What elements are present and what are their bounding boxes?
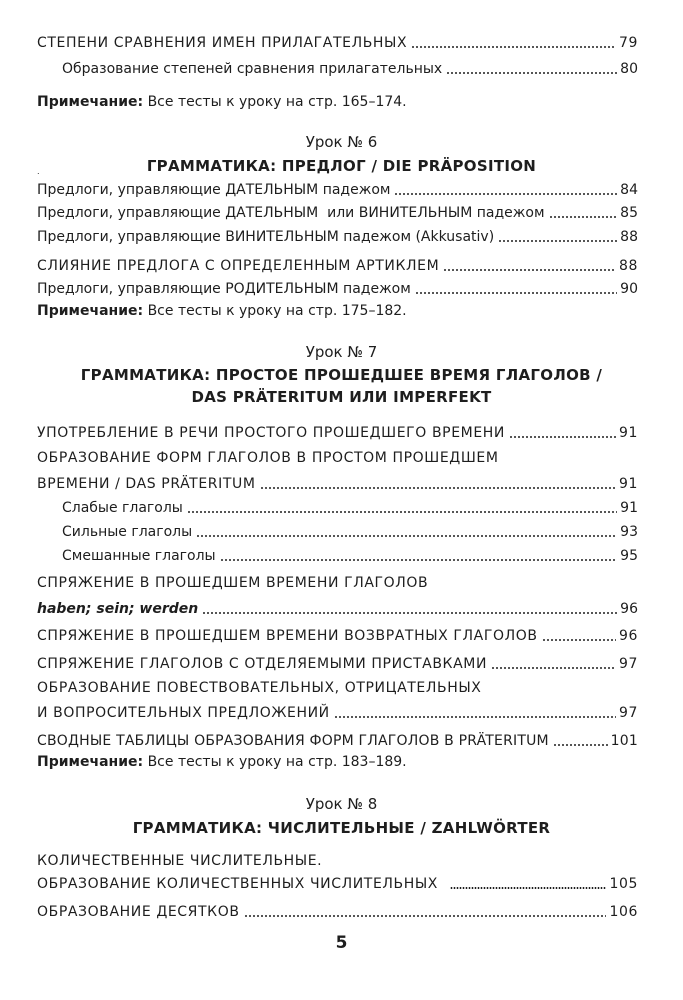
note-text: Все тесты к уроку на стр. 183–189.: [147, 754, 407, 770]
toc-entry-page: 80: [620, 61, 638, 77]
toc-entry: [37, 700, 638, 722]
toc-entry: [37, 471, 638, 493]
lesson-heading: ГРАММАТИКА: ЧИСЛИТЕЛЬНЫЕ / ZAHLWÖRTER: [132, 819, 551, 837]
dot-leader: [415, 292, 617, 294]
toc-entry-page: 91: [620, 500, 638, 516]
toc-entry-page: 93: [620, 524, 638, 540]
lesson-heading: ГРАММАТИКА: ПРЕДЛОГ / DIE PRÄPOSITION: [146, 157, 537, 175]
dot-leader: [446, 72, 617, 74]
toc-entry-title: haben; sein; werden: [37, 601, 199, 617]
toc-entry: [37, 224, 638, 246]
toc-entry: [37, 253, 638, 275]
toc-entry-page: 85: [620, 205, 638, 221]
toc-entry: [62, 495, 638, 517]
dot-leader: [196, 535, 617, 537]
dot-leader: [187, 511, 617, 513]
page-number: 5: [335, 933, 348, 953]
lesson-heading: DAS PRÄTERITUM ИЛИ IMPERFEKT: [191, 388, 492, 406]
toc-entry: [62, 543, 638, 565]
dot-leader: [334, 716, 616, 718]
toc-entry-page: 97: [618, 656, 638, 672]
toc-entry: [37, 871, 638, 893]
toc-entry-title: ОБРАЗОВАНИЕ КОЛИЧЕСТВЕННЫХ ЧИСЛИТЕЛЬНЫХ: [37, 876, 438, 892]
toc-entry-title: И ВОПРОСИТЕЛЬНЫХ ПРЕДЛОЖЕНИЙ: [37, 705, 330, 721]
toc-entry: [62, 56, 638, 78]
lesson-title: Урок № 6: [305, 133, 378, 151]
dot-leader: [491, 667, 616, 669]
dot-leader: [202, 612, 617, 614]
toc-entry-title: ВРЕМЕНИ / DAS PRÄTERITUM: [37, 476, 256, 492]
dot-leader: [542, 639, 616, 641]
stray-dot: .: [37, 167, 40, 176]
toc-entry-page: 101: [610, 733, 638, 749]
lesson-note: [37, 753, 407, 771]
dot-leader: [260, 487, 616, 489]
note-text: Все тесты к уроку на стр. 165–174.: [147, 94, 407, 110]
toc-entry-title-line1: КОЛИЧЕСТВЕННЫЕ ЧИСЛИТЕЛЬНЫЕ.: [37, 853, 323, 869]
toc-entry: [37, 30, 638, 52]
toc-entry: [37, 177, 638, 199]
toc-entry-title: ОБРАЗОВАНИЕ ДЕСЯТКОВ: [37, 904, 240, 920]
toc-entry: [37, 420, 638, 442]
toc-entry-title-line1: ОБРАЗОВАНИЕ ПОВЕСТВОВАТЕЛЬНЫХ, ОТРИЦАТЕЛЬНЫХ: [37, 680, 482, 696]
dot-leader: [509, 436, 616, 438]
toc-entry: [37, 899, 638, 921]
toc-entry-title: УПОТРЕБЛЕНИЕ В РЕЧИ ПРОСТОГО ПРОШЕДШЕГО ВРЕМЕНИ: [37, 425, 505, 441]
dot-leader: [450, 887, 606, 889]
toc-entry-title: СЛИЯНИЕ ПРЕДЛОГА С ОПРЕДЕЛЕННЫМ АРТИКЛЕМ: [37, 258, 440, 274]
dot-leader: [394, 193, 617, 195]
toc-entry-title: Сильные глаголы: [62, 524, 193, 540]
toc-entry-title: Предлоги, управляющие ДАТЕЛЬНЫМ или ВИНИТЕЛЬНЫМ падежом: [37, 205, 545, 221]
toc-entry-title: СПРЯЖЕНИЕ В ПРОШЕДШЕМ ВРЕМЕНИ ВОЗВРАТНЫХ ГЛАГОЛОВ: [37, 628, 538, 644]
toc-entry-page: 96: [618, 628, 638, 644]
toc-entry-page: 96: [620, 601, 638, 617]
note-label: Примечание:: [37, 94, 144, 110]
toc-entry-title: Слабые глаголы: [62, 500, 183, 516]
toc-entry-title: СВОДНЫЕ ТАБЛИЦЫ ОБРАЗОВАНИЯ ФОРМ ГЛАГОЛОВ В PRÄTERITUM: [37, 733, 549, 749]
toc-entry-page: 91: [618, 476, 638, 492]
dot-leader: [498, 240, 617, 242]
toc-entry-page: 79: [618, 35, 638, 51]
toc-entry-title: СПРЯЖЕНИЕ ГЛАГОЛОВ С ОТДЕЛЯЕМЫМИ ПРИСТАВКАМИ: [37, 656, 488, 672]
dot-leader: [244, 915, 607, 917]
lesson-title: Урок № 7: [305, 343, 378, 361]
toc-entry: [37, 623, 638, 645]
toc-entry-title: Предлоги, управляющие ВИНИТЕЛЬНЫМ падежом (Akkusativ): [37, 229, 495, 245]
toc-entry-page: 105: [609, 876, 638, 892]
lesson-note: [37, 302, 407, 320]
dot-leader: [220, 559, 618, 561]
lesson-title: Урок № 8: [305, 795, 378, 813]
toc-entry-page: 88: [618, 258, 638, 274]
note-label: Примечание:: [37, 303, 144, 319]
lesson-heading: ГРАММАТИКА: ПРОСТОЕ ПРОШЕДШЕЕ ВРЕМЯ ГЛАГОЛОВ /: [80, 366, 603, 384]
toc-entry-title-line1: ОБРАЗОВАНИЕ ФОРМ ГЛАГОЛОВ В ПРОСТОМ ПРОШЕДШЕМ: [37, 450, 499, 466]
toc-entry-title: Предлоги, управляющие ДАТЕЛЬНЫМ падежом: [37, 182, 391, 198]
toc-entry-title: Предлоги, управляющие РОДИТЕЛЬНЫМ падежом: [37, 281, 411, 297]
toc-entry-page: 88: [620, 229, 638, 245]
toc-entry-page: 91: [618, 425, 638, 441]
toc-entry-page: 90: [620, 281, 638, 297]
toc-entry: [37, 200, 638, 222]
dot-leader: [443, 269, 616, 271]
toc-entry-page: 84: [620, 182, 638, 198]
note-text: Все тесты к уроку на стр. 175–182.: [147, 303, 407, 319]
toc-entry-title: СТЕПЕНИ СРАВНЕНИЯ ИМЕН ПРИЛАГАТЕЛЬНЫХ: [37, 35, 408, 51]
toc-entry-title-line1: СПРЯЖЕНИЕ В ПРОШЕДШЕМ ВРЕМЕНИ ГЛАГОЛОВ: [37, 575, 429, 591]
toc-entry-title: Смешанные глаголы: [62, 548, 216, 564]
lesson-note: [37, 93, 407, 111]
toc-entry-page: 95: [620, 548, 638, 564]
toc-entry-title: Образование степеней сравнения прилагательных: [62, 61, 443, 77]
toc-entry-page: 97: [618, 705, 638, 721]
dot-leader: [411, 46, 616, 48]
dot-leader: [549, 216, 618, 218]
toc-entry: [37, 651, 638, 673]
toc-entry: [37, 596, 638, 618]
note-label: Примечание:: [37, 754, 144, 770]
toc-entry-page: 106: [609, 904, 638, 920]
toc-entry: [37, 276, 638, 298]
toc-entry: [37, 728, 638, 750]
toc-entry: [62, 519, 638, 541]
dot-leader: [553, 744, 608, 746]
